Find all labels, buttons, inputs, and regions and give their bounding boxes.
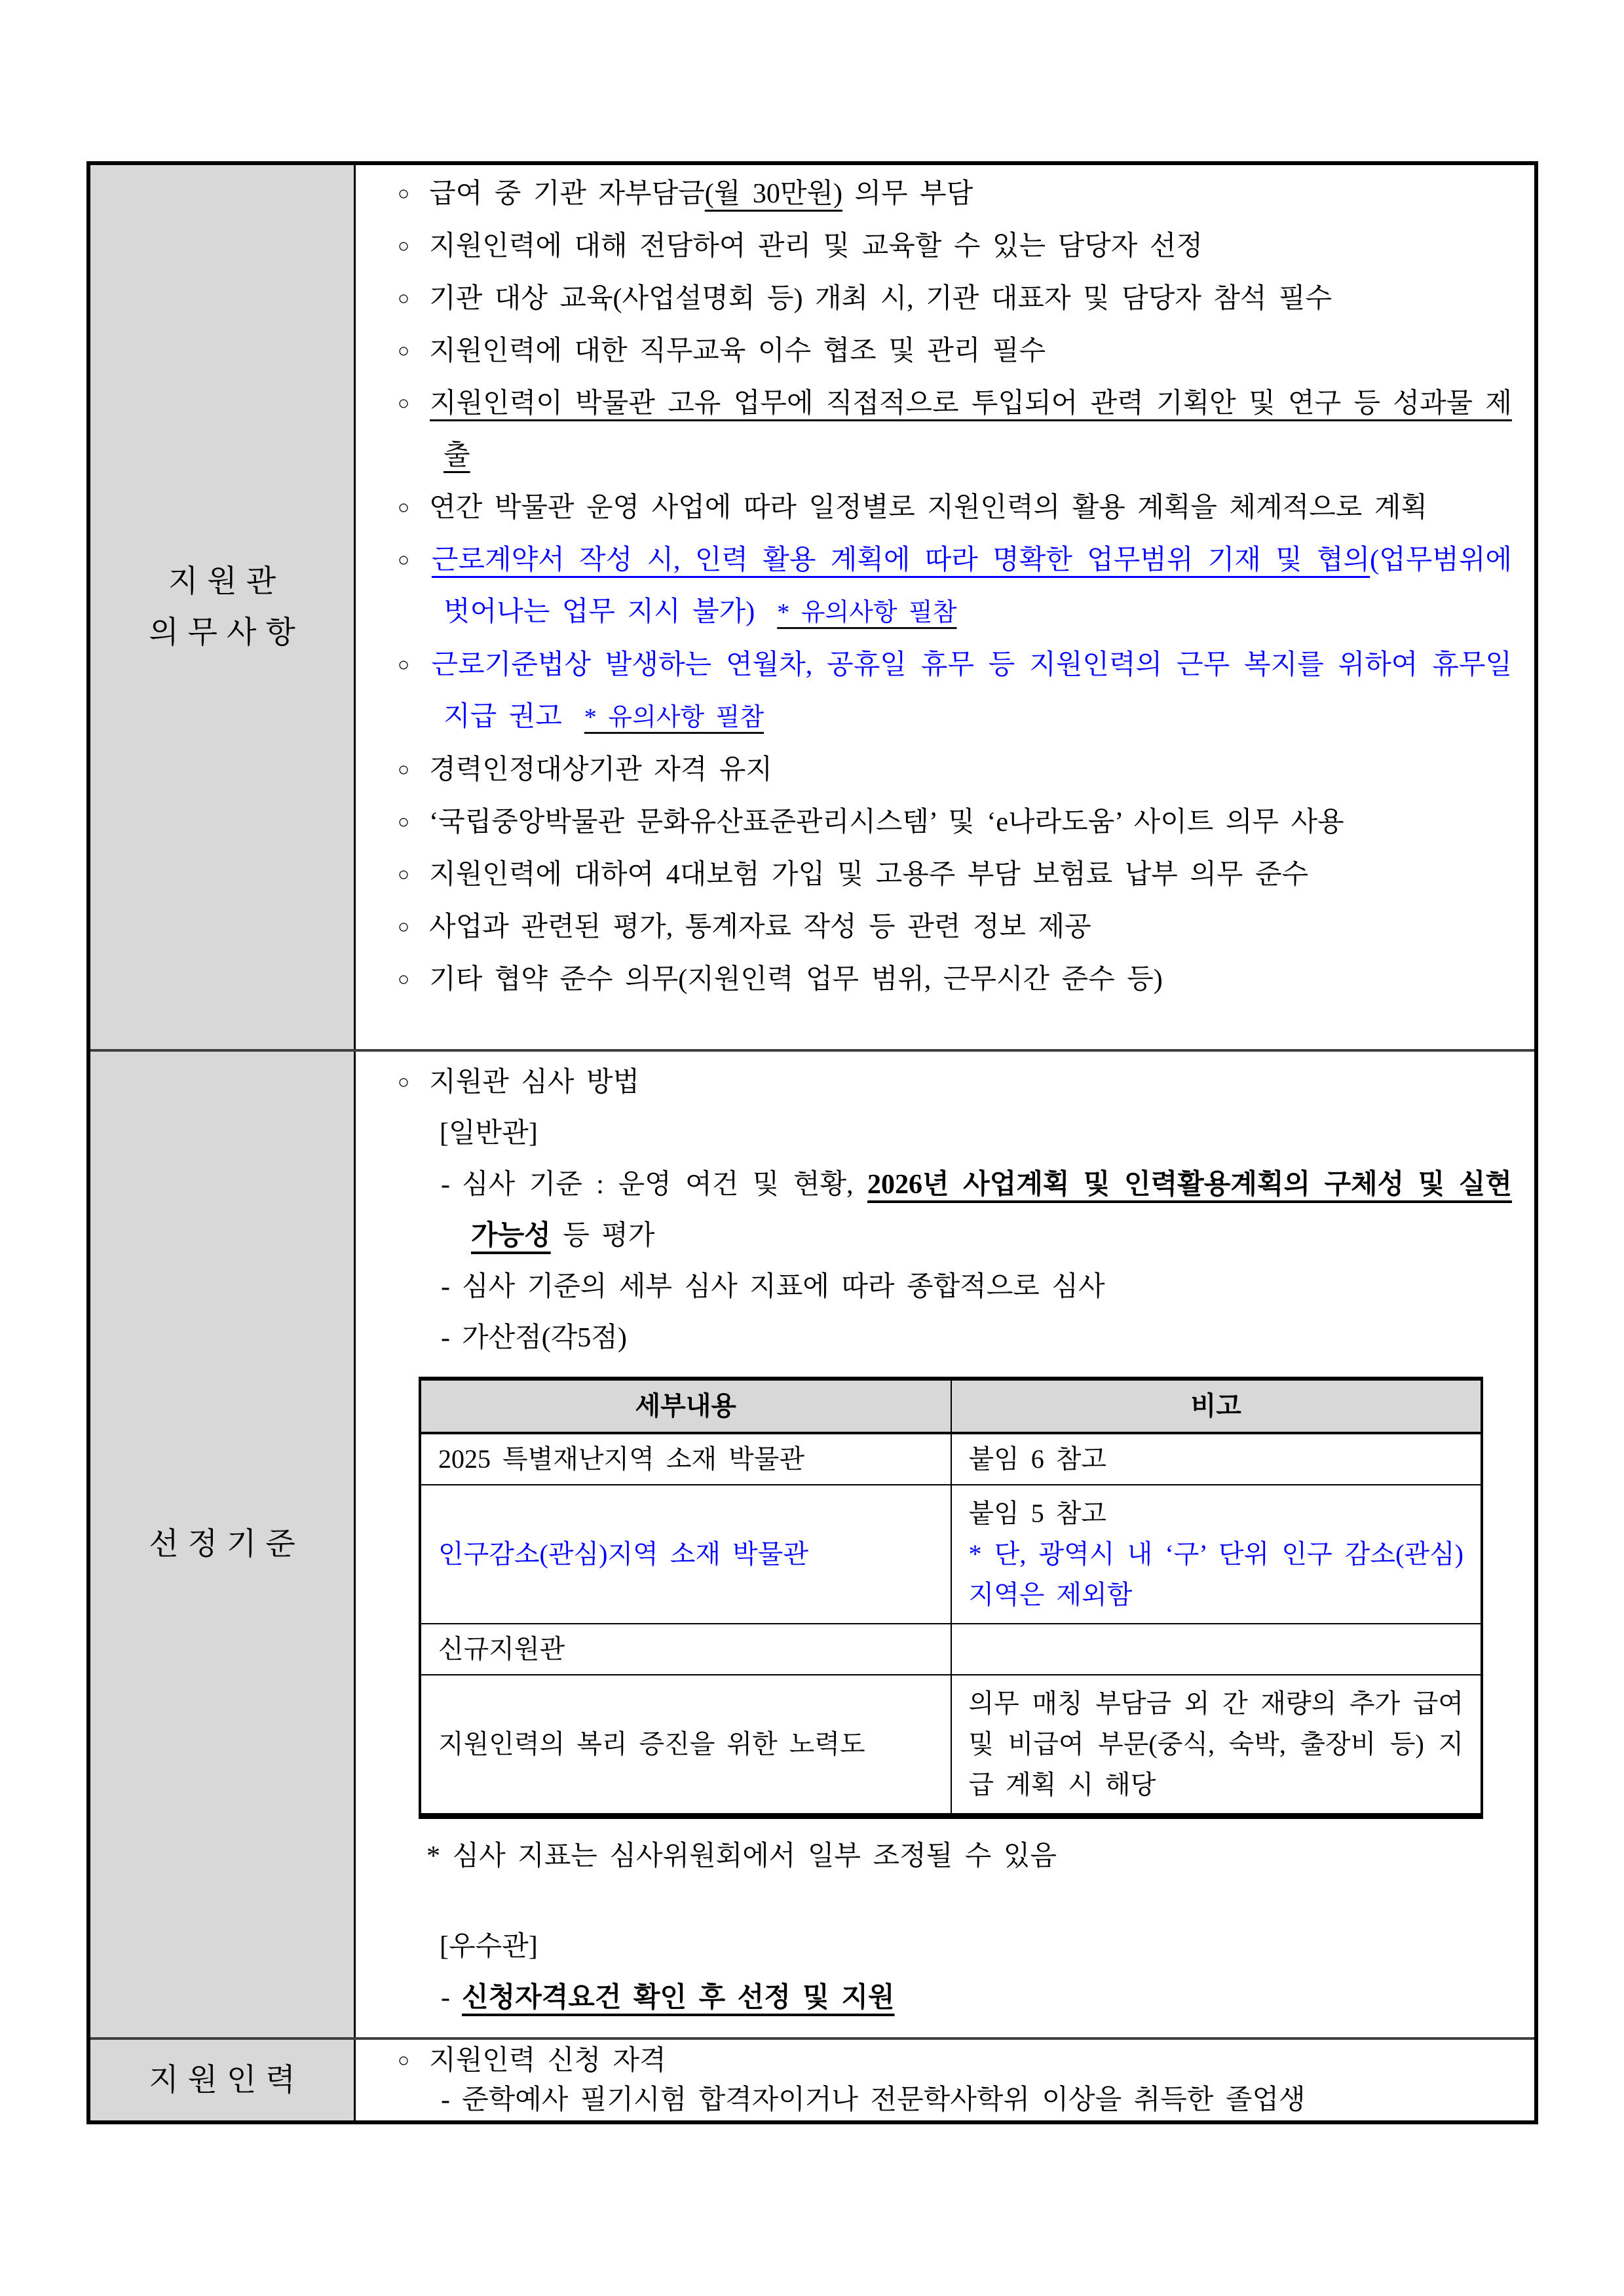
detail-cell: 2025 특별재난지역 소재 박물관 xyxy=(420,1433,951,1485)
item-text-underlined: 지원인력이 박물관 고유 업무에 직접적으로 투입되어 관력 기획안 및 연구 등 성과물 제출 xyxy=(429,389,1512,470)
dash-bullet-icon: - xyxy=(441,1170,450,1200)
item-text: 가산점(각5점) xyxy=(462,1323,627,1353)
circle-bullet-icon: ○ xyxy=(398,235,410,257)
note-cell xyxy=(951,1485,1482,1624)
detail-cell-blue: 인구감소(관심)지역 소재 박물관 xyxy=(420,1485,951,1624)
list-item xyxy=(398,325,1512,377)
circle-bullet-icon: ○ xyxy=(398,392,410,414)
row-label-text: 의무사항 xyxy=(149,615,305,650)
list-item xyxy=(398,534,1512,639)
table-row-selection-criteria xyxy=(90,1049,1534,2037)
table-row xyxy=(420,1675,1482,1816)
list-item xyxy=(398,220,1512,273)
item-text: 지원인력에 대한 직무교육 이수 협조 및 관리 필수 xyxy=(429,336,1046,366)
note-text: 붙임 5 참고 xyxy=(968,1499,1107,1528)
item-text-blue: (업무범위에 벗어나는 업무 지시 불가) xyxy=(444,545,1512,627)
list-item xyxy=(398,168,1512,220)
item-text: 지원관 심사 방법 xyxy=(429,1067,640,1098)
sub-list-item xyxy=(398,1261,1512,1312)
item-text: 연간 박물관 운영 사업에 따라 일정별로 지원인력의 활용 계획을 체계적으로 계획 xyxy=(429,493,1428,523)
item-text-emphasized: 2026년 사업계획 및 인력활용계획의 구체성 및 실현가능성 xyxy=(471,1170,1512,1251)
sub-list-item xyxy=(398,1312,1512,1364)
item-text-underlined: (월 30만원) xyxy=(704,179,842,209)
personnel-content xyxy=(356,2040,1534,2120)
column-header-detail: 세부내용 xyxy=(420,1379,951,1433)
circle-bullet-icon: ○ xyxy=(398,759,410,780)
table-row-obligations xyxy=(90,165,1534,1049)
item-text: 경력인정대상기관 자격 유지 xyxy=(429,755,772,785)
list-item xyxy=(398,953,1512,1006)
table-row xyxy=(420,1433,1482,1485)
circle-bullet-icon: ○ xyxy=(398,811,410,833)
subsection-general: [일반관] xyxy=(440,1119,538,1149)
circle-bullet-icon: ○ xyxy=(398,968,410,990)
dash-bullet-icon: - xyxy=(441,1323,450,1353)
circle-bullet-icon: ○ xyxy=(398,183,410,204)
circle-bullet-icon: ○ xyxy=(398,654,412,676)
table-row xyxy=(420,1624,1482,1675)
list-item xyxy=(398,377,1512,482)
column-header-note: 비고 xyxy=(951,1379,1482,1433)
row-label-text: 지원인력 xyxy=(149,2063,305,2097)
detail-cell: 신규지원관 xyxy=(420,1624,951,1675)
circle-bullet-icon: ○ xyxy=(398,2050,410,2071)
circle-bullet-icon: ○ xyxy=(398,916,410,938)
row-label-selection xyxy=(90,1052,356,2037)
row-label-obligations xyxy=(90,165,356,1049)
list-item xyxy=(398,639,1512,744)
list-item xyxy=(398,849,1512,901)
item-text: 준학예사 필기시험 합격자이거나 전문학사학위 이상을 취득한 졸업생 xyxy=(462,2085,1306,2115)
table-header-row xyxy=(420,1379,1482,1433)
list-item xyxy=(398,482,1512,534)
circle-bullet-icon: ○ xyxy=(398,288,410,309)
circle-bullet-icon: ○ xyxy=(398,1071,410,1093)
item-text: 기관 대상 교육(사업설명회 등) 개최 시, 기관 대표자 및 담당자 참석 필수 xyxy=(429,284,1332,314)
row-label-personnel xyxy=(90,2040,356,2120)
item-text-blue: 근로기준법상 발생하는 연월차, 공휴일 휴무 등 지원인력의 근무 복지를 위하여 휴무일 지급 권고 xyxy=(431,650,1512,732)
item-text-emphasized: 신청자격요건 확인 후 선정 및 지원 xyxy=(462,1983,895,2013)
obligations-content xyxy=(356,165,1534,1049)
dash-bullet-icon: - xyxy=(441,2085,450,2115)
circle-bullet-icon: ○ xyxy=(398,340,410,362)
sub-list-item xyxy=(398,1972,1512,2023)
table-row xyxy=(420,1485,1482,1624)
item-text: 지원인력에 대하여 4대보험 가입 및 고용주 부담 보험료 납부 의무 준수 xyxy=(429,860,1309,890)
note-text-blue: * 단, 광역시 내 ‘구’ 단위 인구 감소(관심) 지역은 제외함 xyxy=(968,1539,1463,1609)
list-item xyxy=(398,273,1512,325)
item-text: 등 평가 xyxy=(550,1221,655,1251)
list-item xyxy=(398,1057,1512,1108)
table-row-personnel xyxy=(90,2037,1534,2120)
item-text: ‘국립중앙박물관 문화유산표준관리시스템’ 및 ‘e나라도움’ 사이트 의무 사용 xyxy=(429,807,1344,837)
bonus-points-table xyxy=(419,1377,1483,1819)
note-cell xyxy=(951,1624,1482,1675)
detail-cell: 지원인력의 복리 증진을 위한 노력도 xyxy=(420,1675,951,1816)
item-text-blue-underlined: 근로계약서 작성 시, 인력 활용 계획에 따라 명확한 업무범위 기재 및 협의 xyxy=(431,545,1370,575)
item-text: 심사 기준 : 운영 여건 및 현황, xyxy=(462,1170,868,1200)
item-text: 급여 중 기관 자부담금 xyxy=(429,179,705,209)
item-text: 지원인력에 대해 전담하여 관리 및 교육할 수 있는 담당자 선정 xyxy=(429,231,1203,261)
sub-list-item xyxy=(398,1159,1512,1261)
circle-bullet-icon: ○ xyxy=(398,549,412,571)
list-item xyxy=(398,2041,1512,2080)
selection-content xyxy=(356,1052,1534,2037)
item-text: 사업과 관련된 평가, 통계자료 작성 등 관련 정보 제공 xyxy=(429,912,1091,942)
subsection-excellent: [우수관] xyxy=(440,1932,538,1962)
caution-note: * 유의사항 필참 xyxy=(584,704,765,731)
item-text: 지원인력 신청 자격 xyxy=(429,2046,666,2076)
item-text: 기타 협약 준수 의무(지원인력 업무 범위, 근무시간 준수 등) xyxy=(429,965,1163,995)
sub-list-item xyxy=(398,2080,1512,2120)
row-label-text: 지원관 xyxy=(168,564,286,599)
circle-bullet-icon: ○ xyxy=(398,864,410,885)
row-label-text: 선정기준 xyxy=(149,1527,305,1561)
list-item xyxy=(398,744,1512,796)
list-item xyxy=(398,796,1512,849)
dash-bullet-icon: - xyxy=(441,1272,450,1302)
note-cell: 붙임 6 참고 xyxy=(951,1433,1482,1485)
main-table xyxy=(86,161,1538,2124)
table-footnote: * 심사 지표는 심사위원회에서 일부 조정될 수 있음 xyxy=(426,1841,1057,1871)
caution-note: * 유의사항 필참 xyxy=(777,599,957,626)
dash-bullet-icon: - xyxy=(441,1983,450,2013)
item-text: 심사 기준의 세부 심사 지표에 따라 종합적으로 심사 xyxy=(462,1272,1105,1302)
circle-bullet-icon: ○ xyxy=(398,497,410,518)
list-item xyxy=(398,901,1512,953)
item-text: 의무 부담 xyxy=(842,179,973,209)
note-cell: 의무 매칭 부담금 외 간 재량의 추가 급여 및 비급여 부문(중식, 숙박, 출장비 등) 지급 계획 시 해당 xyxy=(951,1675,1482,1816)
